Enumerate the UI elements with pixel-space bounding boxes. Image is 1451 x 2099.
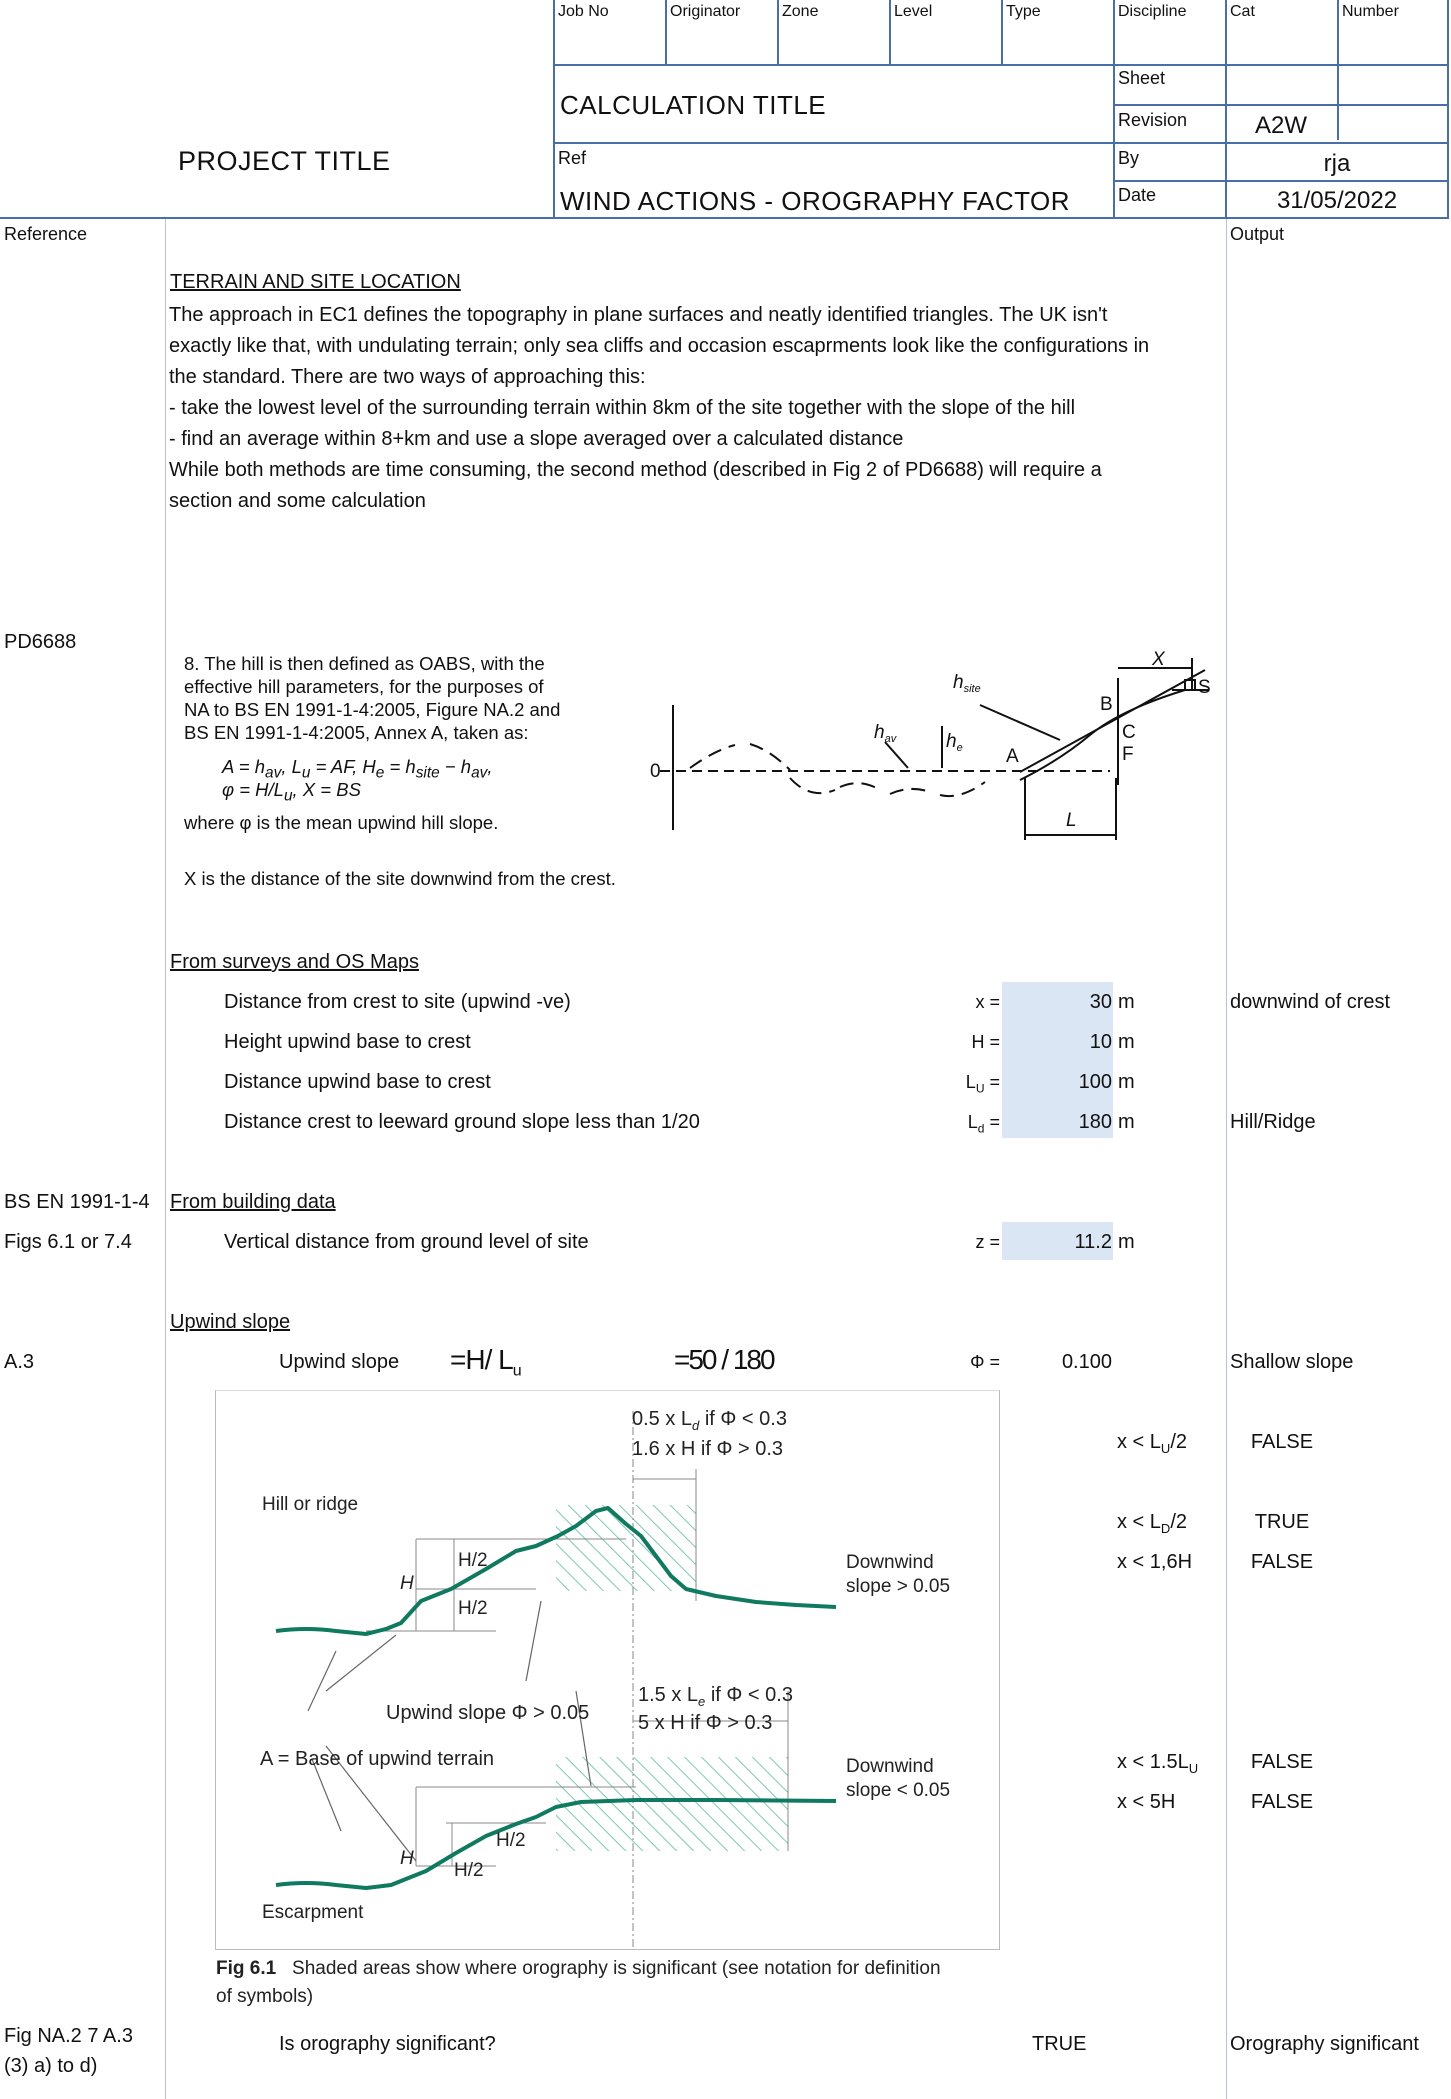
zone-label: Zone — [782, 3, 819, 20]
eq-sub: site — [415, 764, 440, 782]
sym-part: = — [984, 1112, 1000, 1132]
escarpment-label: Escarpment — [262, 1902, 364, 1923]
ref-label: Ref — [558, 148, 587, 168]
significance-output: Orography significant — [1230, 2033, 1419, 2055]
eq-sub: u — [301, 764, 311, 782]
s-label: S — [1198, 677, 1211, 698]
pd6688-reference: PD6688 — [4, 631, 77, 653]
condition-result: FALSE — [1250, 1431, 1314, 1453]
condition-result: FALSE — [1250, 1551, 1314, 1573]
header-left-border — [553, 0, 555, 218]
eq-part: φ = H/L — [222, 779, 284, 800]
reference-column-divider — [165, 219, 166, 2099]
zero-label: 0 — [650, 761, 661, 782]
l-label: L — [1066, 810, 1077, 831]
header-divider — [1225, 0, 1227, 218]
level-label: Level — [894, 3, 933, 20]
cond-sub: U — [1188, 1761, 1199, 1776]
survey-desc: Height upwind base to crest — [224, 1031, 471, 1053]
building-reference-1: BS EN 1991-1-4 — [4, 1191, 150, 1213]
hill-or-ridge-label: Hill or ridge — [262, 1494, 359, 1515]
survey-unit: m — [1118, 1071, 1135, 1093]
survey-unit: m — [1118, 991, 1135, 1013]
eq-part: A = h — [222, 756, 266, 777]
sym-sub: d — [977, 1121, 985, 1136]
condition-label — [1117, 1428, 1187, 1463]
pd6688-equation-2 — [222, 779, 361, 806]
note-part: if Φ < 0.3 — [699, 1408, 787, 1430]
downwind-steep-label-1: Downwind — [846, 1552, 934, 1573]
header-divider — [1001, 0, 1003, 65]
upwind-symbol: Φ = — [970, 1352, 1000, 1372]
survey-symbol: x = — [975, 992, 1000, 1012]
eq-sub: av — [471, 764, 488, 782]
base-of-upwind-terrain-label: A = Base of upwind terrain — [260, 1748, 495, 1770]
terrain-line: section and some calculation — [169, 490, 426, 512]
fig-6-1-caption — [216, 1958, 941, 1980]
survey-symbol — [920, 1070, 1000, 1101]
downwind-shallow-label-2: slope < 0.05 — [846, 1780, 951, 1801]
header-right-border — [1447, 0, 1449, 218]
hill-h-label: H — [400, 1573, 414, 1594]
condition-result: FALSE — [1250, 1751, 1314, 1773]
survey-unit: m — [1118, 1031, 1135, 1053]
survey-value-input[interactable]: 10 — [1089, 1031, 1112, 1053]
significance-reference-1: Fig NA.2 7 A.3 — [4, 2025, 133, 2047]
survey-symbol: H = — [971, 1032, 1000, 1052]
ref-value: WIND ACTIONS - OROGRAPHY FACTOR — [560, 186, 1071, 216]
he-label: $h_e$ — [946, 731, 963, 754]
upwind-label: Upwind slope — [279, 1351, 400, 1373]
sym-sub: U — [975, 1081, 985, 1096]
condition-result: FALSE — [1250, 1791, 1314, 1813]
pd6688-hill-diagram — [640, 650, 1220, 850]
surveys-heading: From surveys and OS Maps — [170, 951, 419, 973]
upwind-slope-figure-label: Upwind slope Φ > 0.05 — [386, 1702, 590, 1724]
pd6688-line: 8. The hill is then defined as OABS, with the — [184, 653, 545, 674]
f-label: F — [1122, 744, 1134, 765]
survey-value-input[interactable]: 180 — [1078, 1111, 1112, 1133]
fig-6-1-caption-2: of symbols) — [216, 1986, 314, 2007]
hav-label: $h_{av}$ — [874, 722, 897, 745]
upwind-reference: A.3 — [4, 1351, 35, 1373]
pd6688-where: where φ is the mean upwind hill slope. — [184, 812, 499, 833]
significance-reference-2: (3) a) to d) — [4, 2055, 98, 2077]
revision-label: Revision — [1118, 110, 1188, 130]
cat-label: Cat — [1230, 3, 1255, 20]
condition-label: x < 5H — [1117, 1791, 1176, 1813]
cond-part: x < L — [1117, 1511, 1161, 1533]
cond-part: x < 1.5L — [1117, 1751, 1189, 1773]
originator-label: Originator — [670, 3, 741, 20]
survey-output: downwind of crest — [1230, 991, 1391, 1013]
terrain-line: - take the lowest level of the surrounding terrain within 8km of the site together with the slope of the hill — [169, 397, 1076, 419]
output-column-divider — [1226, 219, 1227, 2099]
survey-desc: Distance from crest to site (upwind -ve) — [224, 991, 571, 1013]
header-divider — [1337, 0, 1339, 140]
sheet-label: Sheet — [1118, 68, 1166, 88]
survey-unit: m — [1118, 1111, 1135, 1133]
header-rule — [1113, 180, 1449, 182]
eq-sub: e — [375, 764, 385, 782]
survey-desc: Distance upwind base to crest — [224, 1071, 491, 1093]
downwind-shallow-label-1: Downwind — [846, 1756, 934, 1777]
pd6688-line: NA to BS EN 1991-1-4:2005, Figure NA.2 and — [184, 699, 561, 720]
fig-top-note-1 — [632, 1408, 787, 1433]
building-heading: From building data — [170, 1191, 336, 1213]
note-sub: d — [692, 1418, 700, 1433]
fig-mid-note-2: 5 x H if Φ > 0.3 — [638, 1712, 773, 1734]
pd6688-paragraph — [184, 652, 560, 744]
header-bottom-rule — [0, 217, 1449, 219]
cond-sub: U — [1160, 1441, 1171, 1456]
date-label: Date — [1118, 185, 1157, 205]
sym-part: L — [967, 1112, 978, 1132]
eq-part: , — [487, 756, 493, 777]
downwind-steep-label-2: slope > 0.05 — [846, 1576, 951, 1597]
note-part: 1.5 x L — [638, 1684, 699, 1706]
escarpment-h-label: H — [400, 1848, 414, 1869]
building-value-input[interactable]: 11.2 — [1074, 1231, 1112, 1253]
terrain-line: the standard. There are two ways of approaching this: — [169, 366, 646, 388]
survey-value-input[interactable]: 30 — [1089, 991, 1112, 1013]
discipline-label: Discipline — [1118, 3, 1187, 20]
note-part: 0.5 x L — [632, 1408, 693, 1430]
note-sub: e — [698, 1694, 706, 1709]
by-label: By — [1118, 148, 1140, 168]
sym-part: L — [965, 1072, 976, 1092]
condition-label: x < 1,6H — [1117, 1551, 1193, 1573]
escarpment-shaded-area — [556, 1757, 788, 1851]
cond-part: /2 — [1170, 1511, 1187, 1533]
header-divider — [777, 0, 779, 65]
x-label: X — [1152, 650, 1165, 670]
sym-part: = — [984, 1072, 1000, 1092]
hill-h-half-upper: H/2 — [458, 1550, 488, 1571]
header-rule — [553, 64, 1449, 66]
cond-part: x < L — [1117, 1431, 1161, 1453]
condition-label — [1117, 1748, 1198, 1783]
terrain-line: The approach in EC1 defines the topography in plane surfaces and neatly identified triangles. The UK isn't — [169, 304, 1108, 326]
escarpment-h-half-upper: H/2 — [496, 1830, 526, 1851]
terrain-text — [169, 300, 1149, 517]
header-rule — [1113, 104, 1449, 106]
building-desc: Vertical distance from ground level of site — [224, 1231, 589, 1253]
upwind-value: 0.100 — [1061, 1351, 1112, 1373]
condition-label — [1117, 1508, 1187, 1543]
eq-part: , X = BS — [292, 779, 361, 800]
note-part: if Φ < 0.3 — [705, 1684, 793, 1706]
building-symbol: z = — [975, 1232, 1000, 1252]
escarpment-h-half-lower: H/2 — [454, 1860, 484, 1881]
eq-part: = h — [384, 756, 416, 777]
upwind-output: Shallow slope — [1230, 1351, 1354, 1373]
terrain-line: While both methods are time consuming, the second method (described in Fig 2 of PD6688) will require a — [169, 459, 1102, 481]
header-divider — [889, 0, 891, 65]
hill-h-half-lower: H/2 — [458, 1598, 488, 1619]
caption-bold: Fig 6.1 — [216, 1958, 277, 1979]
condition-result: TRUE — [1254, 1511, 1310, 1533]
date-value: 31/05/2022 — [1276, 187, 1398, 214]
significance-result: TRUE — [1032, 2033, 1087, 2055]
type-label: Type — [1006, 3, 1041, 20]
cond-sub: D — [1160, 1521, 1171, 1536]
header-divider — [1113, 0, 1115, 218]
project-title: PROJECT TITLE — [178, 146, 391, 176]
slope-line — [1020, 670, 1205, 772]
upwind-formula — [450, 1344, 521, 1381]
eq-part: , L — [281, 756, 302, 777]
c-label: C — [1122, 722, 1136, 743]
job-no-label: Job No — [558, 3, 609, 20]
eq-part: − h — [439, 756, 472, 777]
formula-part: =H/ L — [450, 1344, 513, 1375]
site-building — [1185, 680, 1195, 690]
upwind-heading: Upwind slope — [170, 1311, 291, 1333]
header-divider — [665, 0, 667, 65]
eq-part: = AF, H — [310, 756, 376, 777]
survey-output: Hill/Ridge — [1230, 1111, 1316, 1133]
reference-column-heading: Reference — [4, 224, 88, 244]
pd6688-x-definition: X is the distance of the site downwind from the crest. — [184, 868, 616, 889]
eq-sub: u — [283, 787, 293, 805]
upwind-formula-values: =50 / 180 — [674, 1344, 774, 1375]
significance-question: Is orography significant? — [279, 2033, 496, 2055]
formula-sub: u — [512, 1362, 521, 1380]
fig-6-1-diagram — [216, 1391, 999, 1949]
calculation-title: CALCULATION TITLE — [560, 90, 827, 120]
output-column-heading: Output — [1230, 224, 1285, 244]
building-unit: m — [1118, 1231, 1135, 1253]
revision-value: A2W — [1254, 112, 1307, 139]
header-rule — [553, 142, 1449, 144]
fig-top-note-2: 1.6 x H if Φ > 0.3 — [632, 1438, 784, 1460]
building-reference-2: Figs 6.1 or 7.4 — [4, 1231, 132, 1253]
survey-symbol — [920, 1110, 1000, 1141]
cond-part: /2 — [1170, 1431, 1187, 1453]
terrain-heading: TERRAIN AND SITE LOCATION — [170, 271, 461, 293]
pd6688-line: BS EN 1991-1-4:2005, Annex A, taken as: — [184, 722, 529, 743]
fig-mid-note-1 — [638, 1684, 793, 1709]
pd6688-line: effective hill parameters, for the purposes of — [184, 676, 544, 697]
a-label: A — [1006, 746, 1019, 767]
survey-desc: Distance crest to leeward ground slope less than 1/20 — [224, 1111, 700, 1133]
number-label: Number — [1342, 3, 1399, 20]
terrain-line: exactly like that, with undulating terrain; only sea cliffs and occasion escaprments look like the configurations in — [169, 335, 1150, 357]
hsite-label: $h_{site}$ — [953, 672, 981, 695]
eq-sub: av — [265, 764, 282, 782]
b-label: B — [1100, 694, 1113, 715]
caption-text: Shaded areas show where orography is significant (see notation for definition — [292, 1958, 941, 1979]
survey-value-input[interactable]: 100 — [1078, 1071, 1112, 1093]
by-value: rja — [1323, 150, 1351, 177]
terrain-line: - find an average within 8+km and use a slope averaged over a calculated distance — [169, 428, 904, 450]
